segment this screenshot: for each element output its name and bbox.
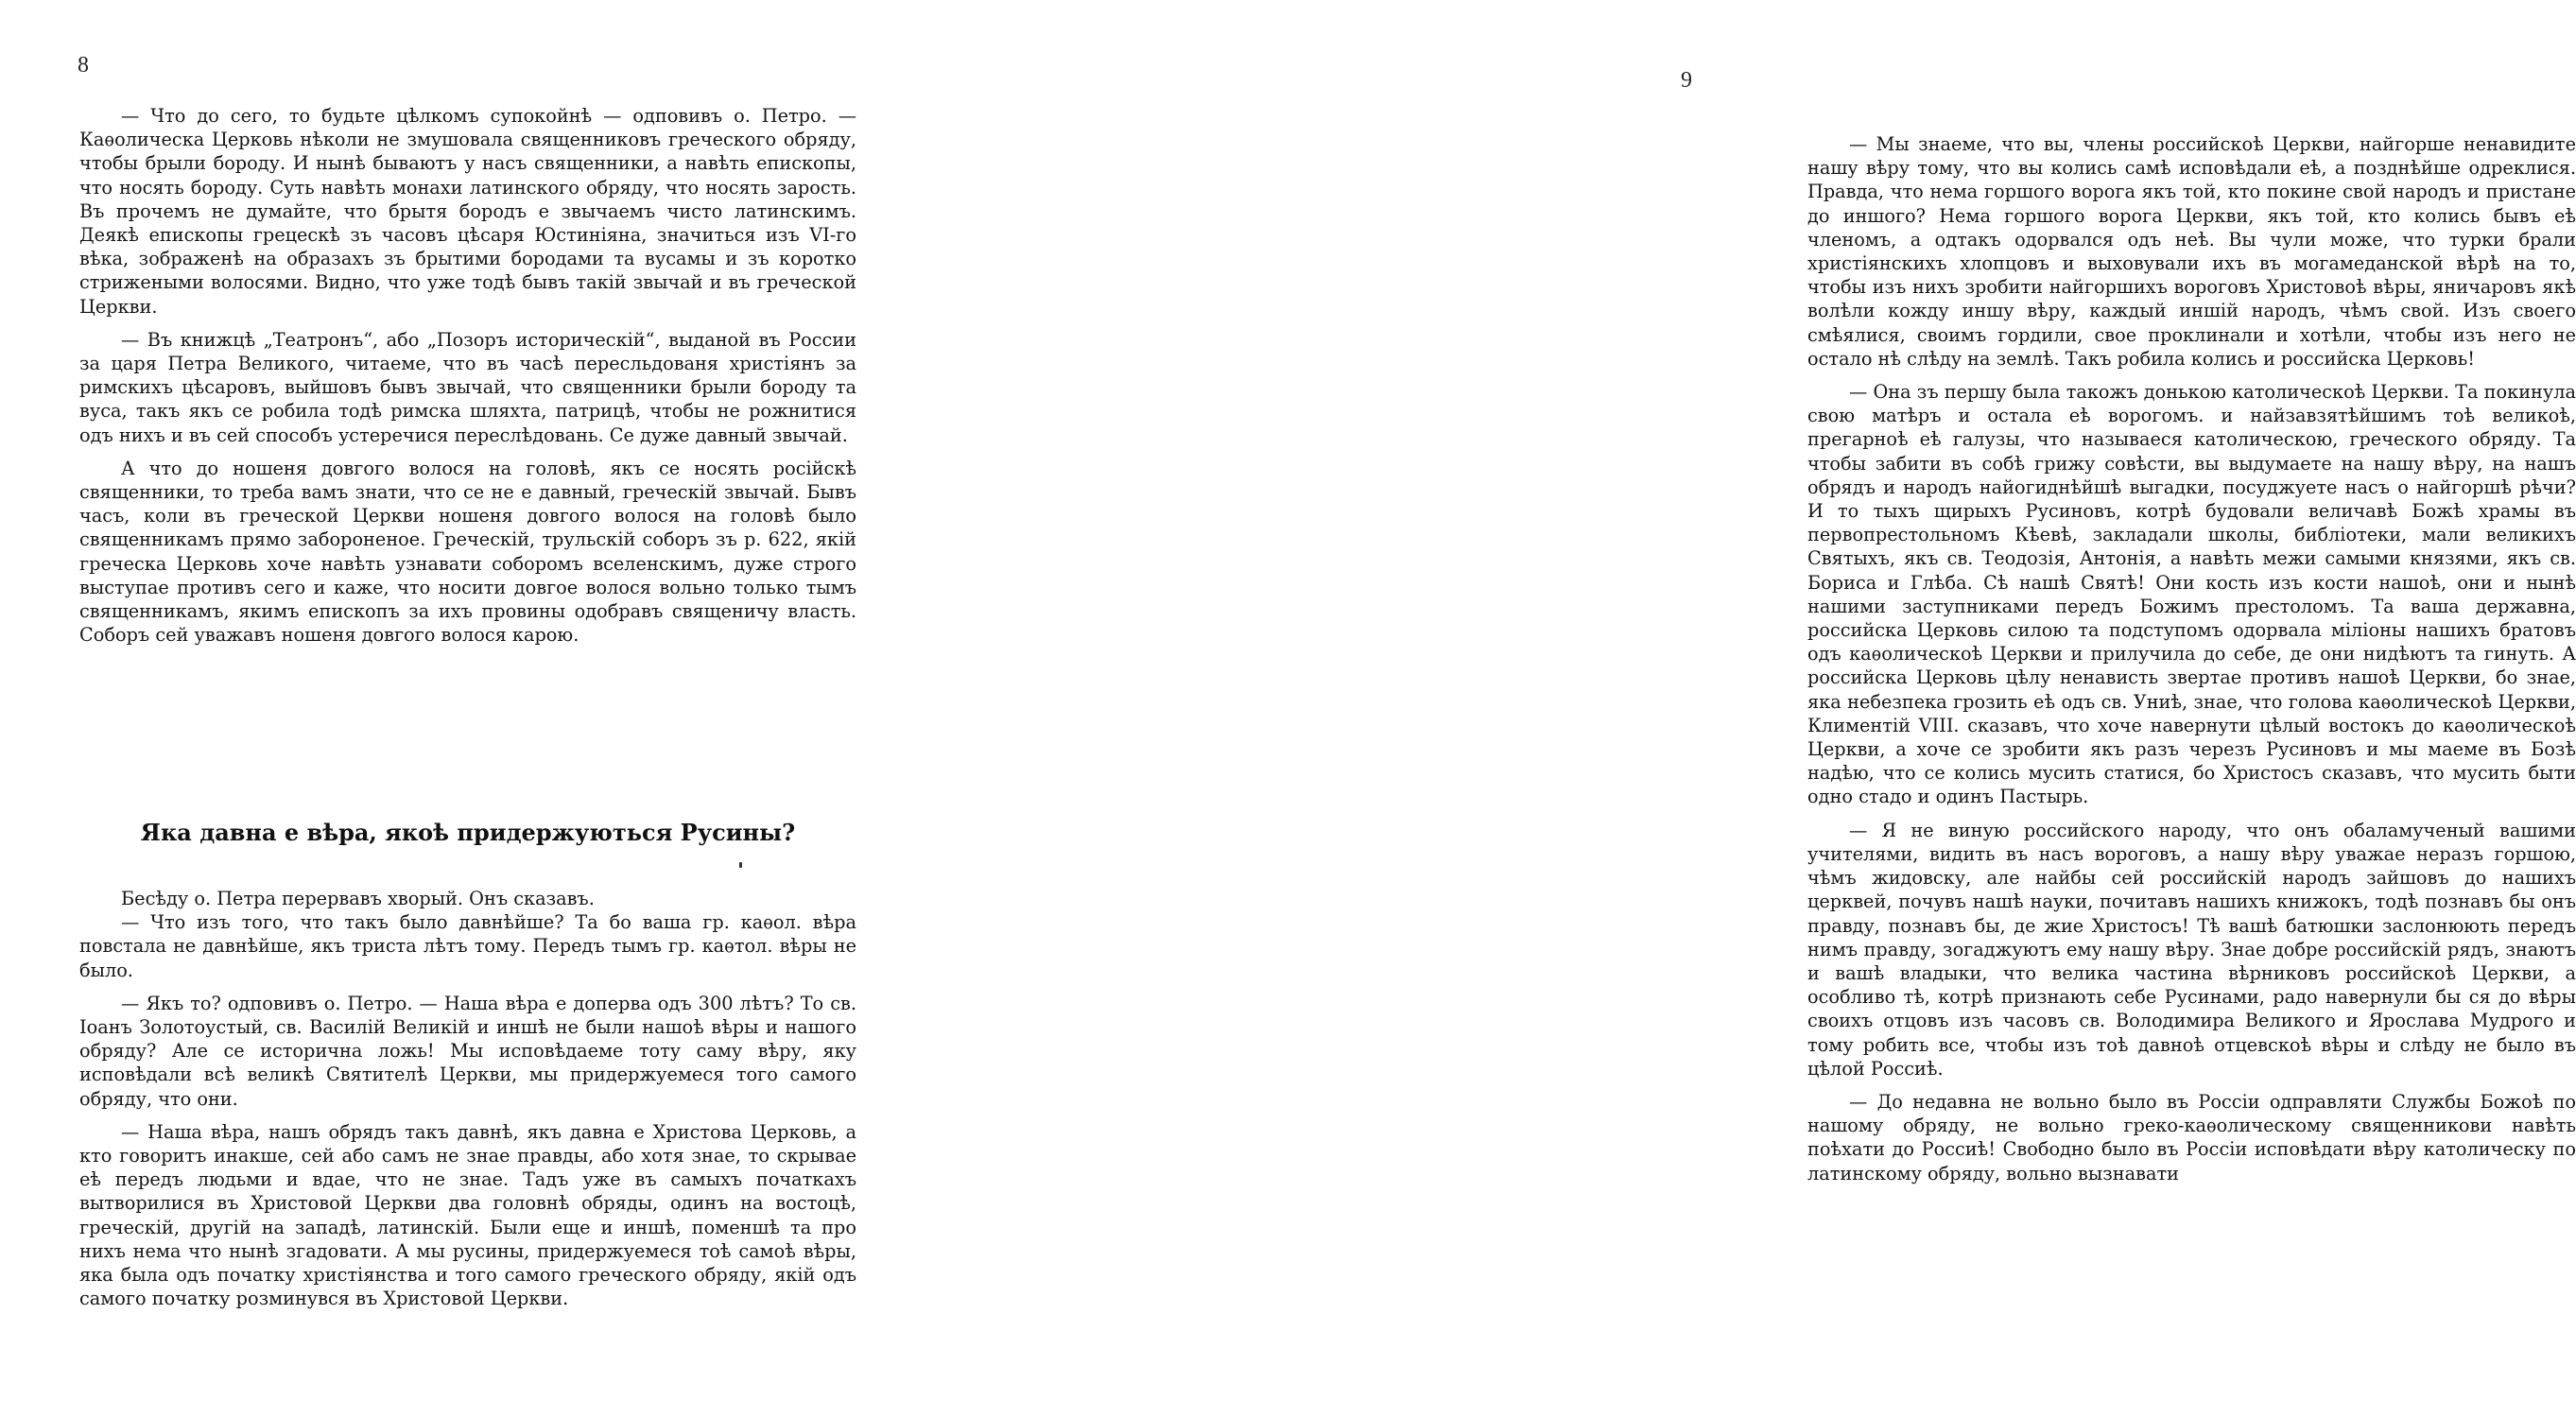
paragraph: — Въ книжцѣ „Театронъ“, або „Позоръ историческій“, выданой въ России за царя Петра Великого, читаеме, что въ часѣ пересльдованя христіянъ за римскихъ цѣсаровъ, выйшовъ бывъ звычай, что священники брыли бороду та вуса, такъ якъ се робила тодѣ римска шляхта, патрицѣ, чтобы не рожнитися одъ нихъ и въ сей способъ устеречися переслѣдовань. Се дуже давный звычай.	[79, 328, 856, 446]
paragraph: — Наша вѣра, нашъ обрядъ такъ давнѣ, якъ давна е Христова Церковь, а кто говоритъ инакше, сей або самъ не знае правды, або хотя знае, то скрывае еѣ передъ людьми и вдае, что не знае. Тадъ уже въ самыхъ початкахъ вытворилися въ Христовой Церкви два головнѣ обряды, одинъ на востоцѣ, греческій, другій на западѣ, латинскій. Были еще и иншѣ, поменшѣ та про нихъ нема что нынѣ згадовати. А мы русины, придержуемеся тоѣ самоѣ вѣры, яка была одъ початку христіянства и того самого греческого обряду, якій одъ самого початку розминувся въ Христовой Церкви.	[79, 1120, 856, 1310]
paragraph: — Что до сего, то будьте цѣлкомъ супокойнѣ — одповивъ о. Петро. — Каѳолическа Церковь нѣколи не змушовала священниковъ греческого обряду, чтобы брыли бороду. И нынѣ бываютъ у насъ священники, а навѣть епископы, что носять бороду. Суть навѣть монахи латинского обряду, что носять зарость. Въ прочемъ не думайте, что брытя бородъ е звычаемъ чисто латинскимъ. Деякѣ епископы грецескѣ зъ часовъ цѣсаря Юстиніяна, значиться изъ VI-го вѣка, зображенѣ на образахъ зъ брытими бородами та вусамы и зъ коротко стрижеными волосями. Видно, что уже тодѣ бывъ такій звычай и въ греческой Церкви.	[79, 105, 856, 318]
right-page	[884, 0, 2576, 1418]
section-heading: Яка давна е вѣра, якоѣ придержуються Русины?	[140, 819, 796, 846]
paragraph: — Я не виную российского народу, что онъ обаламученый вашими учителями, видить въ насъ вороговъ, а нашу вѣру уважае неразъ горшою, чѣмъ жидовску, але найбы сей российскій народъ зайшовъ до нашихъ церквей, почувъ нашѣ науки, почитавъ нашихъ книжокъ, тодѣ познавъ бы онъ правду, познавъ бы, де жие Христосъ! Тѣ вашѣ батюшки заслонюють передъ нимъ правду, зогаджуютъ ему нашу вѣру. Знае добре российскій рядъ, знаютъ и вашѣ владыки, что велика частина вѣрниковъ российскоѣ Церкви, а особливо тѣ, котрѣ признають себе Русинами, радо навернули бы ся до вѣры своихъ отцовъ изъ часовъ св. Володимира Великого и Ярослава Мудрого и тому робить все, чтобы изъ тоѣ давноѣ отцевскоѣ вѣры и слѣду не было въ цѣлой Россиѣ.	[1807, 819, 2576, 1080]
page-number-right: 9	[1681, 68, 1692, 93]
paragraph: — До недавна не вольно было въ Россіи одправляти Службы Божоѣ по нашому обряду, не вольно греко-каѳолическому священникови навѣть поѣхати до Россиѣ! Свободно было въ Россіи исповѣдати вѣру католическу по латинскому обряду, вольно вызнавати	[1807, 1090, 2576, 1185]
paragraph: А что до ношеня довгого волося на головѣ, якъ се носять російскѣ священники, то треба вамъ знати, что се не е давный, греческій звычай. Бывъ часъ, коли въ греческой Церкви ношеня довгого волося на головѣ было священникамъ прямо забороненое. Греческій, трульскій соборъ зъ р. 622, якій греческа Церковь хоче навѣть узнавати соборомъ вселенскимъ, дуже строго выступае противъ сего и каже, что носити довгое волося вольно только тымъ священникамъ, якимъ епископъ за ихъ провины одобравъ священичу власть. Соборъ сей уважавъ ношеня довгого волося карою.	[79, 457, 856, 647]
paragraph: — Что изъ того, что такъ было давнѣйше? Та бо ваша гр. каѳол. вѣра повстала не давнѣйше, якъ триста лѣтъ тому. Передъ тымъ гр. каѳтол. вѣры не было.	[79, 911, 856, 981]
paragraph: — Мы знаеме, что вы, члены российскоѣ Церкви, найгорше ненавидите нашу вѣру тому, что вы колись самѣ исповѣдали еѣ, а позднѣйше одреклися. Правда, что нема горшого ворога якъ той, кто покине свой народъ и пристане до иншого? Нема горшого ворога Церкви, якъ той, кто колись бывъ еѣ членомъ, а одтакъ одорвался одъ неѣ. Вы чули може, что турки брали христіянскихъ хлопцовъ и выховували ихъ въ могамеданской вѣрѣ на то, чтобы изъ нихъ зробити найгоршихъ вороговъ Христовоѣ вѣры, яничаровъ якѣ волѣли кожду иншу вѣру, каждый иншій народъ, чѣмъ свой. Изъ своего смѣялися, своимъ гордили, свое проклинали и хотѣли, чтобы изъ него не остало нѣ слѣду на землѣ. Такъ робила колись и российска Церковь!	[1807, 133, 2576, 370]
left-page	[0, 0, 884, 1418]
print-speck	[739, 862, 742, 868]
left-page-text-top	[79, 104, 856, 656]
page-number-left: 8	[78, 53, 89, 78]
right-page-text	[1807, 132, 2576, 1185]
paragraph: — Якъ то? одповивъ о. Петро. — Наша вѣра е доперва одъ 300 лѣтъ? То св. Іоанъ Золотоустый, св. Василій Великій и иншѣ не были нашоѣ вѣры и нашого обряду? Але се исторична ложь! Мы исповѣдаеме тоту саму вѣру, яку исповѣдали всѣ великѣ Святителѣ Церкви, мы придержуемеся того самого обряду, что они.	[79, 992, 856, 1110]
paragraph: Бесѣду о. Петра перервавъ хворый. Онъ сказавъ.	[121, 888, 595, 909]
paragraph: — Она зъ першу была такожъ донькою католическоѣ Церкви. Та покинула свою матѣръ и остала еѣ ворогомъ. и найзавзятѣйшимъ тоѣ великоѣ, прегарноѣ еѣ галузы, что называеся католическою, греческого обряду. Та чтобы забити въ собѣ грижу совѣсти, вы выдумаете на нашу вѣру, на нашъ обрядъ и народъ найогиднѣйшѣ выгадки, посуджуете насъ о найгоршѣ рѣчи? И то тыхъ щирыхъ Русиновъ, котрѣ будовали величавѣ Божѣ храмы въ первопрестольномъ Кѣевѣ, закладали школы, библіотеки, мали великихъ Святыхъ, якъ св. Теодозія, Антонія, а навѣть межи самыми князями, якъ св. Бориса и Глѣба. Сѣ нашѣ Святѣ! Они кость изъ кости нашоѣ, они и нынѣ нашими заступниками передъ Божимъ престоломъ. Та ваша державна, российска Церковь силою та подступомъ одорвала міліоны нашихъ братовъ одъ каѳолическоѣ Церкви и прилучила до себе, де они нидѣютъ та гинуть. А российска Церковь цѣлу ненависть звертае противъ нашоѣ Церкви, бо знае, яка небезпека грозить еѣ одъ св. Униѣ, знае, что голова каѳолическоѣ Церкви, Климентій VIII. сказавъ, что хоче навернути цѣлый востокъ до каѳолическоѣ Церкви, а хоче се зробити якъ разъ черезъ Русиновъ и мы маеме въ Бозѣ надѣю, что се колись мусить статися, бо Христосъ сказавъ, что мусить быти одно стадо и одинъ Пастырь.	[1807, 381, 2576, 808]
left-page-text-section	[79, 887, 856, 1320]
